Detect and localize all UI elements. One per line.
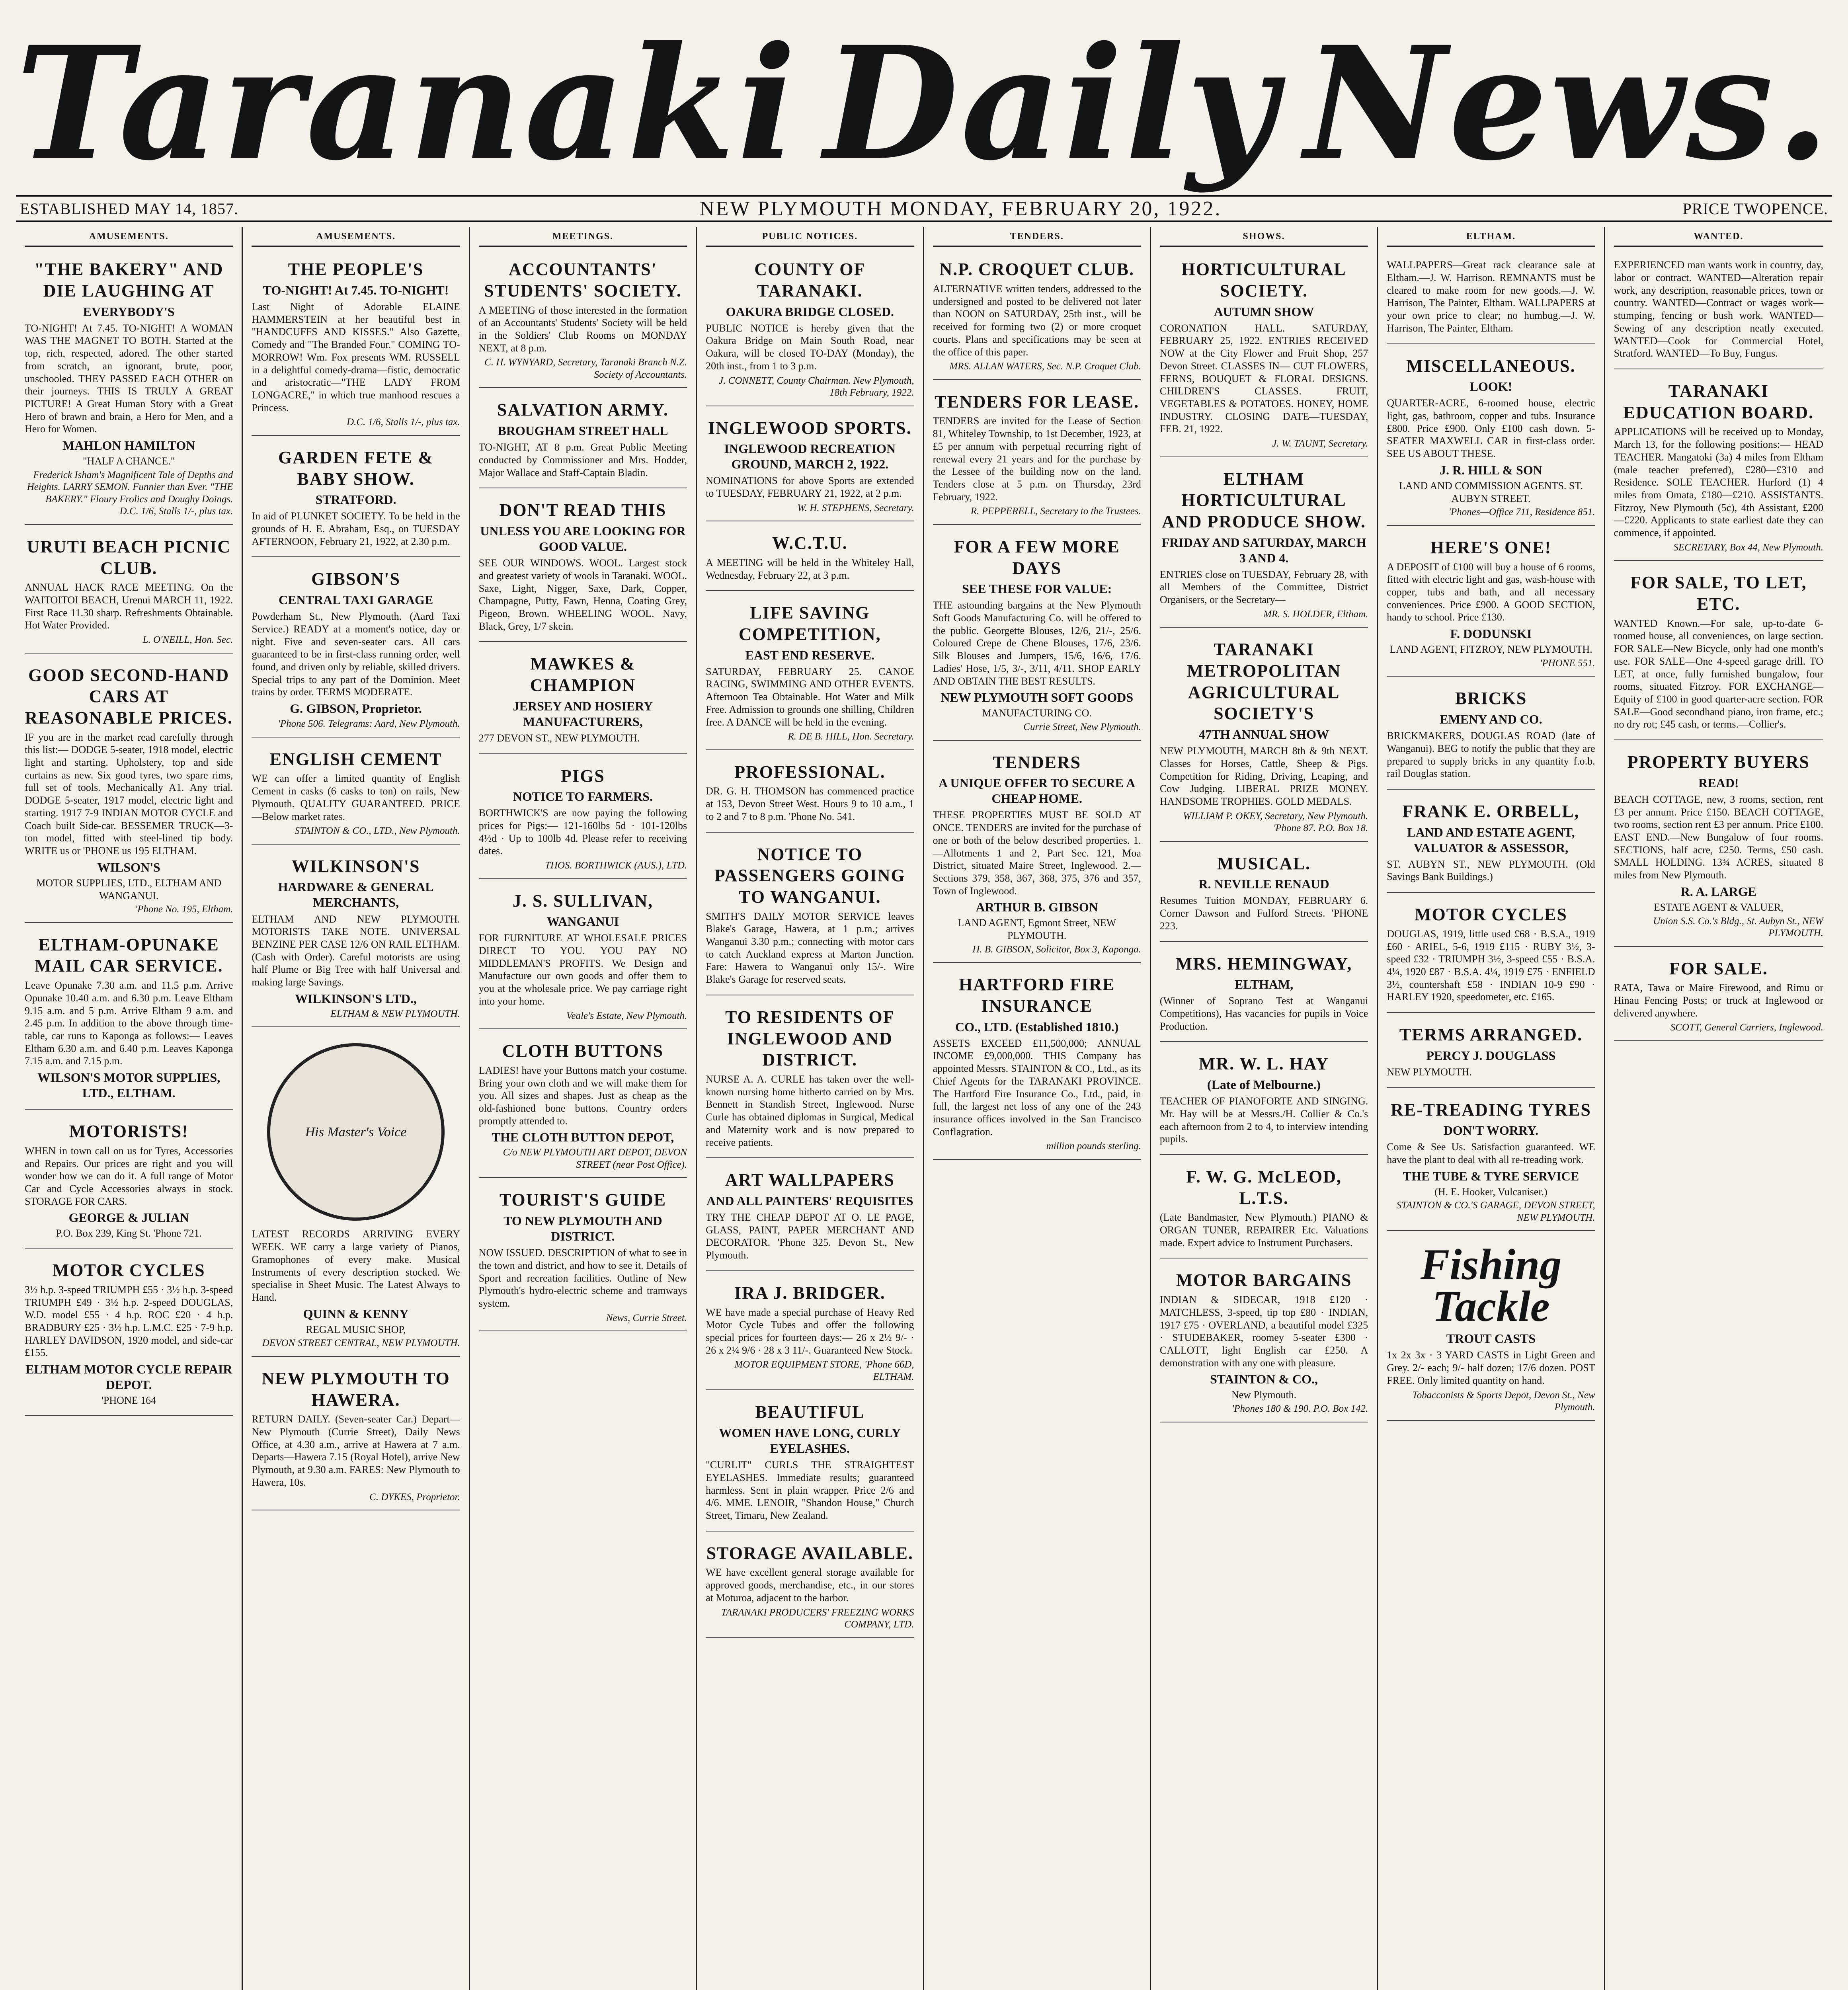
- ad-address: MANUFACTURING CO.: [982, 707, 1092, 719]
- ad-signature: D.C. 1/6, Stalls 1/-, plus tax.: [347, 417, 460, 428]
- columns-container: [16, 227, 1832, 1990]
- ad-subheadline: READ!: [1698, 775, 1739, 790]
- ad-address: P.O. Box 239, King St. 'Phone 721.: [56, 1227, 202, 1239]
- ad-subheadline: BROUGHAM STREET HALL: [498, 423, 668, 438]
- ad-headline: BEAUTIFUL: [755, 1402, 865, 1422]
- ad-address: MOTOR SUPPLIES, LTD., ELTHAM AND WANGANUI.: [36, 877, 222, 901]
- ad-body: WE have made a special purchase of Heavy Red Motor Cycle Tubes and offer the following special prices for fourteen days:— 26 x 2½ 9/- · 26 x 2¼ 9/6 · 28 x 3 11/-. Guaranteed New Stock.: [706, 1306, 914, 1356]
- advertisement: [252, 562, 460, 737]
- column-heading: MEETINGS.: [479, 231, 687, 247]
- ad-subheadline: ELTHAM,: [1234, 977, 1294, 992]
- ad-body: WANTED Known.—For sale, up-to-date 6-roomed house, all conveniences, on large section. FOR SALE—New Bicycle, only had one month's use. FOR SALE—One 4-speed garage drill. TO LET, at once, fully furnished bungalow, four rooms, situated Fitzroy. FOR EXCHANGE—Equity of £100 in good quarter-acre section. FOR SALE—Good secondhand piano, iron frame, etc.; no dry rot; £45 cash, or terms.—Collier's.: [1614, 617, 1823, 730]
- advertisement: [25, 658, 233, 923]
- ad-headline: ACCOUNTANTS' STUDENTS' SOCIETY.: [484, 259, 682, 300]
- ad-signature: SCOTT, General Carriers, Inglewood.: [1670, 1022, 1823, 1033]
- advertisement: [479, 493, 687, 642]
- ad-signature: Frederick Isham's Magnificent Tale of Depths and Heights. LARRY SEMON. Funnier than Ever. "THE BAKERY." Floury Frolics and Doughy Doings. D.C. 1/6, Stalls 1/-, plus tax.: [27, 469, 233, 517]
- ad-subheadline: CO., LTD. (Established 1810.): [955, 1019, 1119, 1034]
- ad-address: ESTATE AGENT & VALUER,: [1653, 901, 1784, 913]
- advertisement: [252, 1362, 460, 1510]
- ad-body: THESE PROPERTIES MUST BE SOLD AT ONCE. TENDERS are invited for the purchase of one or both of the below described properties. 1.—Allotments 1 and 2, Part Sec. 121, Moa District, situated Maire Street, Inglewood. 2.—Sections 379, 358, 367, 368, 375, 376 and 357, Town of Inglewood.: [933, 809, 1141, 897]
- ad-signature: WILLIAM P. OKEY, Secretary, New Plymouth. 'Phone 87. P.O. Box 18.: [1183, 810, 1368, 834]
- ad-body: EXPERIENCED man wants work in country, day, labor or contract. WANTED—Alteration repair work, any description, reasonable prices, town or country. WANTED—Contract or wages work—stumping, fencing or bush work. WANTED—Sewing of any description neatly executed. WANTED—Cook for Commercial Hotel, Stratford. WANTED—To Buy, Fungus.: [1614, 259, 1823, 359]
- ad-advertiser: WILSON'S: [97, 860, 160, 874]
- advertisement: [706, 1276, 914, 1391]
- column-5: [924, 227, 1151, 1990]
- ad-body: TEACHER OF PIANOFORTE AND SINGING. Mr. Hay will be at Messrs./H. Collier & Co.'s each afternoon from 2 to 4, to interview intending pupils.: [1159, 1095, 1368, 1145]
- advertisement: [1387, 1236, 1595, 1420]
- ad-headline: ART WALLPAPERS: [725, 1170, 895, 1190]
- ad-signature: 'Phone 506. Telegrams: Aard, New Plymouth.: [278, 718, 460, 730]
- advertisement: [479, 1034, 687, 1178]
- ad-headline: WILKINSON'S: [291, 856, 420, 876]
- ad-signature: L. O'NEILL, Hon. Sec.: [142, 634, 233, 646]
- ad-subheadline: HARDWARE & GENERAL MERCHANTS,: [278, 880, 434, 910]
- column-heading: PUBLIC NOTICES.: [706, 231, 914, 247]
- ad-signature: J. CONNETT, County Chairman. New Plymouth, 18th February, 1922.: [718, 375, 914, 398]
- ad-body: WALLPAPERS—Great rack clearance sale at Eltham.—J. W. Harrison. REMNANTS must be cleared to make room for new goods.—J. W. Harrison, The Painter, Eltham. WALLPAPERS at your own price to clear; no humbug.—J. W. Harrison, The Painter, Eltham.: [1387, 259, 1595, 334]
- advertisement: [706, 252, 914, 406]
- advertisement: [706, 755, 914, 833]
- advertisement: [933, 385, 1141, 525]
- column-heading: AMUSEMENTS.: [25, 231, 233, 247]
- ad-subheadline: TO NEW PLYMOUTH AND DISTRICT.: [503, 1214, 662, 1244]
- ad-subheadline: LAND AND ESTATE AGENT, VALUATOR & ASSESSOR,: [1407, 825, 1575, 855]
- ad-body: Leave Opunake 7.30 a.m. and 11.5 p.m. Arrive Opunake 10.40 a.m. and 6.30 p.m. Leave Eltham 9.15 a.m. and 5 p.m. Arrive Eltham 9 a.m. and 2.45 p.m. In addition to the above through time-table, car runs to Kaponga as follows:— Leaves Eltham 6.30 a.m. and 6.40 p.m. Leaves Kaponga 7.15 a.m. and 7.15 p.m.: [25, 979, 233, 1067]
- ad-headline: THE PEOPLE'S: [288, 259, 424, 279]
- ad-body: NURSE A. A. CURLE has taken over the well-known nursing home hitherto carried on by Mrs. Bennett in Standish Street, Inglewood. Nurse Curle has obtained diplomas in Surgical, Medical and Maternity work and is now prepared to receive patients.: [706, 1073, 914, 1148]
- ad-body: (Winner of Soprano Test at Wanganui Competitions), Has vacancies for pupils in Voice Production.: [1159, 995, 1368, 1032]
- ad-headline: TARANAKI METROPOLITAN AGRICULTURAL SOCIETY'S: [1186, 640, 1341, 724]
- ad-signature: STAINTON & CO.'S GARAGE, DEVON STREET, NEW PLYMOUTH.: [1396, 1200, 1595, 1223]
- ad-body: 3½ h.p. 3-speed TRIUMPH £55 · 3½ h.p. 3-speed TRIUMPH £49 · 3½ h.p. 2-speed DOUGLAS, W.D. model £55 · 4 h.p. ROC £20 · 4 h.p. BRADBURY £25 · 3½ h.p. L.M.C. £25 · 7-9 h.p. HARLEY DAVIDSON, 1920 model, and side-car £155.: [25, 1284, 233, 1359]
- ad-body: NEW PLYMOUTH, MARCH 8th & 9th NEXT. Classes for Horses, Cattle, Sheep & Pigs. Competition for Riding, Driving, Leaping, and Cow Judging. LIBERAL PRIZE MONEY. HANDSOME TROPHIES. GOLD MEDALS.: [1159, 745, 1368, 807]
- ad-advertiser: THE TUBE & TYRE SERVICE: [1403, 1169, 1579, 1183]
- ad-body: IF you are in the market read carefully through this list:— DODGE 5-seater, 1918 model, electric light and starting. Upholstery, top and side curtains as new. Six good tyres, two spare rims, full set of tools. Mechanically A1. Any trial. DODGE 5-seater, 1917 model, electric light and starting. 1917 7-9 INDIAN MOTOR CYCLE and Coach built Side-car. BESSEMER TRUCK—3-ton model, fitted with steel-lined tip body. WRITE us or 'PHONE us 195 ELTHAM.: [25, 731, 233, 857]
- ad-headline: DON'T READ THIS: [499, 500, 667, 520]
- ad-headline: TENDERS FOR LEASE.: [935, 392, 1140, 412]
- advertisement: [1614, 252, 1823, 369]
- ad-advertiser: WILSON'S MOTOR SUPPLIES, LTD., ELTHAM.: [37, 1070, 221, 1100]
- ad-headline: MOTOR CYCLES: [52, 1260, 205, 1280]
- ad-body: FOR FURNITURE AT WHOLESALE PRICES DIRECT TO YOU. YOU PAY NO MIDDLEMAN'S PROFITS. We Design and Manufacture our own goods and offer them to you at the wholesale price. We pay carriage right into your home.: [478, 932, 687, 1007]
- ad-headline: W.C.T.U.: [772, 533, 848, 553]
- ad-signature: SECRETARY, Box 44, New Plymouth.: [1673, 542, 1823, 553]
- ad-body: NOW ISSUED. DESCRIPTION of what to see in the town and district, and how to see it. Details of Sport and recreation facilities. Outline of New Plymouth's hydro-electric scheme and tramways system.: [478, 1247, 687, 1309]
- ad-signature: H. B. GIBSON, Solicitor, Box 3, Kaponga.: [972, 944, 1141, 955]
- advertisement: [479, 1183, 687, 1331]
- advertisement: [706, 526, 914, 591]
- ad-headline: TOURIST'S GUIDE: [499, 1190, 667, 1210]
- ad-headline: COUNTY OF TARANAKI.: [754, 259, 866, 300]
- ad-body: SEE OUR WINDOWS. WOOL. Largest stock and greatest variety of wools in Taranaki. WOOL. Saxe, Light, Nigger, Saxe, Dark, Copper, Champagne, Putty, Fawn, Henna, Coating Grey, Pigeon, Brown. WHEELING WOOL. Navy, Black, Grey, 1/7 skein.: [478, 557, 687, 632]
- ad-body: WE can offer a limited quantity of English Cement in casks (6 casks to ton) on rails, New Plymouth. QUALITY GUARANTEED. PRICE—Below market rates.: [252, 773, 460, 822]
- ad-headline: FOR SALE.: [1669, 958, 1768, 978]
- ad-body: BEACH COTTAGE, new, 3 rooms, section, rent £3 per annum. Price £150. BEACH COTTAGE, two rooms, section rent £3 per annum. Price £100. EAST END.—New Bungalow of four rooms. SECTIONS, half acre, £250. Terms, £50 cash. SMALL HOLDING. 13¾ ACRES, situated 8 miles from New Plymouth.: [1614, 793, 1823, 881]
- ad-body: A DEPOSIT of £100 will buy a house of 6 rooms, fitted with electric light and gas, wash-house with copper, tubs and bath, and all necessary conveniences. Price £900. A GOOD SECTION, handy to school. Price £130.: [1387, 561, 1595, 623]
- ad-subheadline: (Late of Melbourne.): [1207, 1077, 1321, 1092]
- ad-advertiser: ARTHUR B. GIBSON: [976, 900, 1098, 915]
- ad-headline: LIFE SAVING COMPETITION,: [738, 603, 881, 644]
- ad-advertiser: WILKINSON'S LTD.,: [295, 991, 417, 1006]
- ad-signature: MOTOR EQUIPMENT STORE, 'Phone 66D, ELTHAM.: [734, 1359, 914, 1382]
- ad-advertiser: MAHLON HAMILTON: [62, 438, 195, 453]
- advertisement: [706, 1163, 914, 1271]
- ad-body: RETURN DAILY. (Seven-seater Car.) Depart—New Plymouth (Currie Street), Daily News Office, at 4.30 a.m., arrive at Hawera at 7 a.m. Departs—Hawera 7.15 (Royal Hotel), arrive New Plymouth, at 9.30 a.m. FARES: New Plymouth to Hawera, 10s.: [252, 1413, 460, 1488]
- ad-headline: INGLEWOOD SPORTS.: [708, 418, 912, 438]
- ad-headline: ELTHAM HORTICULTURAL AND PRODUCE SHOW.: [1162, 469, 1366, 531]
- ad-body: Powderham St., New Plymouth. (Aard Taxi Service.) READY at a moment's notice, day or night. Five and seven-seater cars. All cars guaranteed to be in first-class running order, well found, and driven only by reliable, skilled drivers. Special trips to any part of the Dominion. Meet trains by order. TERMS MODERATE.: [252, 611, 460, 698]
- advertisement: [25, 252, 233, 525]
- ad-headline: BRICKS: [1455, 689, 1527, 708]
- ad-subheadline: AUTUMN SHOW: [1214, 304, 1314, 319]
- column-6: [1151, 227, 1378, 1990]
- ad-address: New Plymouth.: [1231, 1389, 1297, 1401]
- ad-signature: TARANAKI PRODUCERS' FREEZING WORKS COMPANY, LTD.: [721, 1607, 914, 1630]
- ad-subheadline: AND ALL PAINTERS' REQUISITES: [706, 1193, 913, 1208]
- advertisement: [25, 1253, 233, 1416]
- advertisement: [252, 849, 460, 1028]
- ad-signature: Currie Street, New Plymouth.: [1023, 722, 1141, 733]
- ad-signature: ELTHAM & NEW PLYMOUTH.: [330, 1008, 460, 1019]
- ad-headline: TO RESIDENTS OF INGLEWOOD AND DISTRICT.: [725, 1007, 895, 1070]
- advertisement: [1160, 252, 1368, 457]
- ad-body: (Late Bandmaster, New Plymouth.) PIANO & ORGAN TUNER, REPAIRER Etc. Valuations made. Expert advice to Instrument Purchasers.: [1159, 1212, 1368, 1249]
- ad-subheadline: LOOK!: [1469, 379, 1512, 394]
- ad-headline: His Master's Voice: [267, 1043, 445, 1221]
- ad-signature: C. DYKES, Proprietor.: [369, 1491, 460, 1502]
- ad-advertiser: J. R. HILL & SON: [1440, 462, 1542, 477]
- advertisement: [1387, 1093, 1595, 1231]
- ad-signature: Union S.S. Co.'s Bldg., St. Aubyn St., NEW PLYMOUTH.: [1653, 915, 1823, 939]
- advertisement: [1160, 1160, 1368, 1259]
- ad-subheadline: A UNIQUE OFFER TO SECURE A CHEAP HOME.: [939, 776, 1136, 806]
- ad-headline: CLOTH BUTTONS: [502, 1041, 664, 1061]
- advertisement: [25, 928, 233, 1110]
- ad-body: BRICKMAKERS, DOUGLAS ROAD (late of Wanganui). BEG to notify the public that they are prepared to supply bricks in any quantity f.o.b. rail Douglas station.: [1387, 730, 1595, 780]
- ad-body: RATA, Tawa or Maire Firewood, and Rimu or Hinau Fencing Posts; or truck at Inglewood or delivered anywhere.: [1614, 982, 1823, 1019]
- ad-body: BORTHWICK'S are now paying the following prices for Pigs:— 121-160lbs 5d · 101-120lbs 4½d · Up to 100lb 4d. Please refer to receiving dates.: [478, 807, 687, 857]
- advertisement: [1387, 531, 1595, 677]
- ad-signature: 'Phone No. 195, Eltham.: [135, 904, 233, 915]
- advertisement: [1387, 252, 1595, 344]
- ad-headline: GIBSON'S: [311, 569, 400, 589]
- ad-body: In aid of PLUNKET SOCIETY. To be held in the grounds of H. E. Abraham, Esq., on TUESDAY AFTERNOON, February 21, 1922, at 2.30 p.m.: [252, 510, 460, 547]
- ad-headline: HARTFORD FIRE INSURANCE: [959, 975, 1115, 1016]
- ad-headline: PROPERTY BUYERS: [1627, 752, 1810, 772]
- ad-body: 1x 2x 3x · 3 YARD CASTS in Light Green and Grey. 2/- each; 9/- half dozen; 17/6 dozen. POST FREE. Only limited quantity on hand.: [1387, 1349, 1595, 1386]
- ad-headline: FOR SALE, TO LET, ETC.: [1630, 573, 1807, 614]
- ad-address: LAND AGENT, Egmont Street, NEW PLYMOUTH.: [958, 917, 1116, 942]
- ad-signature: Veale's Estate, New Plymouth.: [566, 1010, 687, 1021]
- ad-body: Come & See Us. Satisfaction guaranteed. WE have the plant to deal with all re-treading work.: [1387, 1141, 1595, 1165]
- established-label: ESTABLISHED MAY 14, 1857.: [20, 199, 238, 218]
- ad-body: INDIAN & SIDECAR, 1918 £120 · MATCHLESS, 3-speed, tip top £80 · INDIAN, 1917 £75 · OVERLAND, a beautiful model £325 · STUDEBAKER, roomey 5-seater £300 · CALLOTT, light English car £250. A demonstration with any one with pleasure.: [1159, 1294, 1368, 1369]
- ad-headline: NOTICE TO PASSENGERS GOING TO WANGANUI.: [714, 844, 905, 907]
- ad-headline: MAWKES & CHAMPION: [530, 654, 636, 695]
- advertisement: [479, 884, 687, 1030]
- ad-headline: URUTI BEACH PICNIC CLUB.: [27, 537, 231, 578]
- ad-signature: 'Phones 180 & 190. P.O. Box 142.: [1231, 1403, 1368, 1414]
- ad-headline: MOTORISTS!: [69, 1122, 189, 1141]
- ad-headline: MUSICAL.: [1217, 853, 1311, 873]
- ad-subheadline: FRIDAY AND SATURDAY, MARCH 3 AND 4.: [1161, 535, 1366, 565]
- issue-date: NEW PLYMOUTH MONDAY, FEBRUARY 20, 1922.: [699, 197, 1222, 220]
- ad-body: THE astounding bargains at the New Plymouth Soft Goods Manufacturing Co. will be offered to the public. Georgette Blouses, 12/6, 21/-, 25/6. Coloured Crepe de Chene Blouses, 17/6, 23/6. Silk Blouses and Jumpers, 15/6, 16/6, 17/6. Ladies' Hose, 1/5, 3/-, 3/11, 4/11. SHOP EARLY AND OBTAIN THE BEST RESULTS.: [933, 599, 1141, 687]
- ad-body: DOUGLAS, 1919, little used £68 · B.S.A., 1919 £60 · ARIEL, 5-6, 1919 £115 · RUBY 3½, 3-speed £32 · TRIUMPH 3½, 3-speed £55 · B.S.A. 4¼, 1920 £87 · B.S.A. 4¼, 1919 £75 · ENFIELD 3½, countershaft £58 · INDIAN 10-9 £90 · HARLEY 1920, speedometer, etc. £165.: [1387, 928, 1595, 1003]
- advertisement: [706, 1395, 914, 1531]
- ad-body: NEW PLYMOUTH.: [1387, 1066, 1472, 1078]
- ad-signature: News, Currie Street.: [606, 1312, 687, 1323]
- column-4: [697, 227, 924, 1990]
- column-8: [1605, 227, 1832, 1990]
- masthead: [0, 0, 1848, 195]
- ad-signature: C. H. WYNYARD, Secretary, Taranaki Branch N.Z. Society of Accountants.: [484, 357, 687, 380]
- advertisement: [479, 393, 687, 488]
- nameplate-word-3: News.: [1304, 12, 1832, 195]
- ad-body: A MEETING of those interested in the formation of an Accountants' Students' Society will be held in the Soldiers' Club Rooms on MONDAY NEXT, at 8 p.m.: [478, 304, 687, 354]
- advertisement: [479, 759, 687, 879]
- ad-address: LAND AND COMMISSION AGENTS. ST. AUBYN STREET.: [1399, 480, 1583, 504]
- ad-headline: TARANAKI EDUCATION BOARD.: [1623, 381, 1814, 422]
- advertisement: [25, 1114, 233, 1249]
- ad-body: SATURDAY, FEBRUARY 25. CANOE RACING, SWIMMING AND OTHER EVENTS. Afternoon Tea Obtainable. Hot Water and Milk Free. Admission to grounds one shilling, Children free. A DANCE will be held in the evening.: [706, 665, 914, 728]
- advertisement: [933, 968, 1141, 1160]
- ad-body: 277 DEVON ST., NEW PLYMOUTH.: [478, 732, 640, 744]
- ad-signature: MR. S. HOLDER, Eltham.: [1263, 609, 1368, 620]
- ad-headline: FRANK E. ORBELL,: [1402, 801, 1580, 821]
- ad-subheadline: EMENY AND CO.: [1440, 712, 1542, 727]
- ad-headline: FOR A FEW MORE DAYS: [954, 537, 1120, 578]
- ad-body: CORONATION HALL. SATURDAY, FEBRUARY 25, 1922. ENTRIES RECEIVED NOW at the City Flower and Fruit Shop, 257 Devon Street. CLASSES IN— CUT FLOWERS, FERNS, BOUQUET & FLORAL DESIGNS. CHILDREN'S CLASSES. FRUIT, VEGETABLES & POTATOES. HONEY, HOME INDUSTRY. CLOSING DATE—TUESDAY, FEB. 21, 1922.: [1159, 322, 1368, 435]
- ad-body: PUBLIC NOTICE is hereby given that the Oakura Bridge on Main South Road, near Oakura, will be closed TO-DAY (Monday), the 20th inst., from 1 to 3 p.m.: [706, 322, 914, 372]
- ad-headline: HERE'S ONE!: [1430, 537, 1552, 557]
- ad-body: TRY THE CHEAP DEPOT AT O. LE PAGE, GLASS, PAINT, PAPER MERCHANT AND DECORATOR. 'Phone 325. Devon St., New Plymouth.: [706, 1211, 914, 1261]
- advertisement: [479, 252, 687, 388]
- ad-headline: MOTOR CYCLES: [1415, 905, 1567, 925]
- ad-subheadline: WANGANUI: [546, 914, 619, 929]
- ad-subheadline: SEE THESE FOR VALUE:: [962, 581, 1112, 596]
- ad-headline: MOTOR BARGAINS: [1176, 1270, 1352, 1290]
- ad-signature: million pounds sterling.: [1046, 1141, 1141, 1152]
- ad-body: Last Night of Adorable ELAINE HAMMERSTEIN at her beautiful best in "HANDCUFFS AND KISSES." Also Gazette, Comedy and "The Branded Four." COMING TO-MORROW! Wm. Fox presents WM. RUSSELL in a delightful comedy-drama—fistic, democratic and aristocratic—"THE LADY FROM LONGACRE," in which true manhood rescues a Princess.: [252, 300, 460, 414]
- ad-address: (H. E. Hooker, Vulcaniser.): [1434, 1186, 1547, 1198]
- price-label: PRICE TWOPENCE.: [1682, 199, 1828, 218]
- ad-subheadline: JERSEY AND HOSIERY MANUFACTURERS,: [513, 698, 653, 729]
- ad-headline: PROFESSIONAL.: [734, 762, 886, 782]
- ad-headline: ELTHAM-OPUNAKE MAIL CAR SERVICE.: [34, 935, 223, 976]
- ad-subheadline: UNLESS YOU ARE LOOKING FOR GOOD VALUE.: [480, 524, 686, 554]
- ad-headline: GARDEN FETE & BABY SHOW.: [278, 447, 434, 489]
- ad-signature: MRS. ALLAN WATERS, Sec. N.P. Croquet Club.: [949, 361, 1141, 372]
- ad-body: A MEETING will be held in the Whiteley Hall, Wednesday, February 22, at 3 p.m.: [706, 556, 914, 581]
- nameplate-word-2: Daily: [824, 12, 1279, 195]
- ad-signature: STAINTON & CO., LTD., New Plymouth.: [295, 825, 460, 837]
- advertisement: [1160, 462, 1368, 628]
- ad-signature: R. PEPPERELL, Secretary to the Trustees.: [970, 506, 1141, 517]
- advertisement: [252, 1032, 460, 1357]
- ad-body: SMITH'S DAILY MOTOR SERVICE leaves Blake's Garage, Hawera, at 1 p.m.; arrives Wanganui 3.30 p.m.; connecting with motor cars to catch Auckland express at Marton Junction. Fare: Hawera to Wanganui only 15/-. Wire Blake's Garage for reserved seats.: [706, 910, 914, 985]
- ad-body: QUARTER-ACRE, 6-roomed house, electric light, gas, bathroom, copper and tubs. Insurance £800. Price £900. Only £100 cash down. 5-SEATER MAXWELL CAR in first-class order. SEE US ABOUT THESE.: [1387, 397, 1595, 460]
- advertisement: [933, 745, 1141, 963]
- ad-address: REGAL MUSIC SHOP,: [306, 1323, 406, 1335]
- advertisement: [933, 252, 1141, 380]
- ad-advertiser: R. A. LARGE: [1680, 884, 1756, 899]
- ad-body: "CURLIT" CURLS THE STRAIGHTEST EYELASHES. Immediate results; guaranteed harmless. Sent in plain wrapper. Price 2/6 and 4/6. MME. LENOIR, "Shandon House," Church Street, Timaru, New Zealand.: [706, 1459, 914, 1521]
- ad-headline: MISCELLANEOUS.: [1406, 356, 1576, 376]
- column-1: [16, 227, 243, 1990]
- advertisement: [1614, 952, 1823, 1041]
- ad-headline: F. W. G. McLEOD, L.T.S.: [1186, 1167, 1342, 1208]
- advertisement: [1160, 1047, 1368, 1155]
- column-heading: ELTHAM.: [1387, 231, 1595, 247]
- advertisement: [1387, 897, 1595, 1013]
- ad-body: ASSETS EXCEED £11,500,000; ANNUAL INCOME £9,000,000. THIS Company has appointed Messrs. STAINTON & CO., Ltd., as its Chief Agents for the TARANAKI PROVINCE. The Hartford Fire Insurance Co., Ltd., paid, in full, the largest net loss of any one of the 243 insurance offices involved in the San Francisco Conflagration.: [933, 1037, 1141, 1137]
- ad-advertiser: STAINTON & CO.,: [1210, 1372, 1318, 1387]
- ad-body: ALTERNATIVE written tenders, addressed to the undersigned and posted to be delivered not later than NOON on SATURDAY, 25th inst., will be received for forming two (2) or more croquet courts. Plans and specifications may be seen at the office of this paper.: [933, 283, 1141, 358]
- advertisement: [706, 596, 914, 750]
- advertisement: [252, 742, 460, 845]
- ad-subheadline: OAKURA BRIDGE CLOSED.: [726, 304, 894, 319]
- ad-signature: J. W. TAUNT, Secretary.: [1272, 438, 1368, 449]
- ad-headline: ENGLISH CEMENT: [269, 749, 442, 769]
- ad-headline: STORAGE AVAILABLE.: [706, 1543, 913, 1563]
- ad-headline: J. S. SULLIVAN,: [512, 891, 654, 911]
- ad-subheadline: R. NEVILLE RENAUD: [1198, 877, 1329, 892]
- ad-signature: R. DE B. HILL, Hon. Secretary.: [788, 731, 914, 742]
- ad-headline: "THE BAKERY" AND DIE LAUGHING AT: [34, 259, 224, 300]
- nameplate: [16, 12, 1832, 195]
- ad-headline: SALVATION ARMY.: [497, 400, 669, 420]
- ad-signature: C/o NEW PLYMOUTH ART DEPOT, DEVON STREET (near Post Office).: [503, 1147, 687, 1170]
- advertisement: [933, 530, 1141, 741]
- dateline-bar: [16, 195, 1832, 222]
- ad-address: "HALF A CHANCE.": [82, 455, 175, 467]
- advertisement: [706, 837, 914, 995]
- ad-advertiser: F. DODUNSKI: [1450, 626, 1532, 641]
- ad-signature: 'Phones—Office 711, Residence 851.: [1448, 507, 1595, 518]
- ad-headline: NEW PLYMOUTH TO HAWERA.: [261, 1368, 450, 1410]
- advertisement: [706, 411, 914, 522]
- ad-body: LADIES! have your Buttons match your costume. Bring your own cloth and we will make them for you. All sizes and shapes. Just as cheap as the old-fashioned bone buttons. Country orders promptly attended to.: [478, 1064, 687, 1127]
- advertisement: [1614, 374, 1823, 561]
- ad-signature: DEVON STREET CENTRAL, NEW PLYMOUTH.: [262, 1338, 460, 1349]
- column-heading: TENDERS.: [933, 231, 1141, 247]
- column-heading: WANTED.: [1614, 231, 1823, 247]
- advertisement: [252, 441, 460, 558]
- nameplate-word-1: Taranaki: [16, 12, 799, 195]
- ad-advertiser: G. GIBSON, Proprietor.: [290, 701, 422, 716]
- ad-body: NOMINATIONS for above Sports are extended to TUESDAY, FEBRUARY 21, 1922, at 2 p.m.: [706, 475, 914, 499]
- ad-signature: 'PHONE 551.: [1540, 657, 1595, 669]
- ad-body: ENTRIES close on TUESDAY, February 28, with all Members of the Committee, District Organisers, or the Secretary—: [1159, 568, 1368, 606]
- advertisement: [1160, 1263, 1368, 1422]
- ad-body: WE have excellent general storage available for approved goods, merchandise, etc., in our stores at Moturoa, adjacent to the harbor.: [706, 1567, 914, 1604]
- ad-body: ELTHAM AND NEW PLYMOUTH. MOTORISTS TAKE NOTE. UNIVERSAL BENZINE PER CASE 12/6 ON RAIL ELTHAM. (Cash with Order). Careful motorists are using half Plume or Big Tree with half Universal and making large Savings.: [252, 913, 460, 988]
- ad-body: TO-NIGHT! At 7.45. TO-NIGHT! A WOMAN WAS THE MAGNET TO BOTH. Started at the top, rich, respected, adored. The other started from scratch, an ignorant, brute, poor, unschooled. THEY PASSED EACH OTHER on their journeys. THIS IS TRULY A GREAT PICTURE! A Great Human Story with a Great Hero of brawn and brain, a Hero for Men, and a Hero for Women.: [25, 322, 233, 435]
- advertisement: [1160, 632, 1368, 841]
- advertisement: [706, 1000, 914, 1158]
- ad-headline: TENDERS: [993, 752, 1081, 772]
- ad-subheadline: NOTICE TO FARMERS.: [513, 789, 653, 804]
- advertisement: [1387, 1018, 1595, 1088]
- advertisement: [706, 1536, 914, 1638]
- advertisement: [252, 252, 460, 436]
- advertisement: [479, 647, 687, 754]
- ad-signature: THOS. BORTHWICK (AUS.), LTD.: [544, 860, 687, 871]
- advertisement: [1387, 794, 1595, 893]
- column-2: [243, 227, 470, 1990]
- ad-headline: PIGS: [561, 766, 605, 786]
- advertisement: [1387, 349, 1595, 526]
- advertisement: [1614, 745, 1823, 946]
- column-heading: AMUSEMENTS.: [252, 231, 460, 247]
- ad-body: Resumes Tuition MONDAY, FEBRUARY 6. Corner Dawson and Fulford Streets. 'PHONE 223.: [1159, 895, 1368, 932]
- ad-subheadline: EAST END RESERVE.: [745, 648, 875, 662]
- ad-subheadline: EVERYBODY'S: [83, 304, 175, 319]
- ad-headline: MRS. HEMINGWAY,: [1175, 954, 1352, 974]
- ad-body: ANNUAL HACK RACE MEETING. On the WAITOITOI BEACH, Urenui MARCH 11, 1922. First Race 11.30 sharp. Refreshments Obtainable. Hot Water Provided.: [25, 581, 233, 631]
- advertisement: [25, 530, 233, 654]
- ad-body: LATEST RECORDS ARRIVING EVERY WEEK. WE carry a large variety of Pianos, Gramophones of every make. Musical Instruments of every description stocked. We specialise in Sheet Music. The Latest Always to Hand.: [252, 1228, 460, 1303]
- ad-headline: GOOD SECOND-HAND CARS AT REASONABLE PRICES.: [25, 665, 233, 728]
- ad-advertiser: NEW PLYMOUTH SOFT GOODS: [941, 690, 1134, 705]
- ad-signature: W. H. STEPHENS, Secretary.: [797, 502, 914, 513]
- ad-signature: Tobacconists & Sports Depot, Devon St., New Plymouth.: [1412, 1389, 1595, 1413]
- ad-body: DR. G. H. THOMSON has commenced practice at 153, Devon Street West. Hours 9 to 10 a.m., 1 to 2 and 7 to 8 p.m. 'Phone No. 541.: [706, 785, 914, 822]
- advertisement: [1160, 847, 1368, 942]
- ad-subheadline: TO-NIGHT! At 7.45. TO-NIGHT!: [263, 283, 449, 297]
- ad-body: ST. AUBYN ST., NEW PLYMOUTH. (Old Savings Bank Buildings.): [1387, 858, 1595, 883]
- ad-address: 'PHONE 164: [101, 1395, 156, 1407]
- ad-subheadline: STRATFORD.: [315, 492, 396, 507]
- ad-subheadline: PERCY J. DOUGLASS: [1426, 1048, 1556, 1063]
- ad-headline: MR. W. L. HAY: [1198, 1054, 1329, 1074]
- ad-subheadline: DON'T WORRY.: [1443, 1123, 1539, 1138]
- advertisement: [1160, 947, 1368, 1042]
- ad-subheadline: 47TH ANNUAL SHOW: [1198, 727, 1329, 742]
- ad-headline: TERMS ARRANGED.: [1399, 1025, 1583, 1045]
- ad-address: LAND AGENT, FITZROY, NEW PLYMOUTH.: [1389, 644, 1592, 656]
- ad-advertiser: QUINN & KENNY: [303, 1306, 409, 1321]
- ad-body: WHEN in town call on us for Tyres, Accessories and Repairs. Our prices are right and you will wonder how we can do it. A full range of Motor Car and Cycle Accessories always in stock. STORAGE FOR CARS.: [25, 1145, 233, 1207]
- ad-body: TENDERS are invited for the Lease of Section 81, Whiteley Township, to 1st December, 1923, at £5 per annum with perpetual recurring right of renewal every 21 years and for the purchase by the Lessee of the building now on the land. Tenders close at 5 p.m. on Thursday, 23rd February, 1922.: [933, 415, 1141, 503]
- ad-body: TO-NIGHT, AT 8 p.m. Great Public Meeting conducted by Commissioner and Mrs. Hodder, Major Wallace and Staff-Captain Bladin.: [478, 441, 687, 478]
- ad-advertiser: GEORGE & JULIAN: [68, 1210, 189, 1225]
- ad-headline: IRA J. BRIDGER.: [734, 1283, 886, 1303]
- ad-body: APPLICATIONS will be received up to Monday, March 13, for the following positions:— HEAD TEACHER. Mangatoki (3a) 4 miles from Eltham (male teacher preferred), £280—£310 and Residence. SOLE TEACHER. Hurford (1) 4 miles from Omata, £180—£210. ASSISTANTS. Fitzroy, New Plymouth (5c), 4th Assistant, £200—£220. Applicants to state earliest date they can commence, if appointed.: [1614, 426, 1823, 539]
- column-7: [1378, 227, 1605, 1990]
- ad-subheadline: TROUT CASTS: [1446, 1331, 1536, 1346]
- column-heading: SHOWS.: [1160, 231, 1368, 247]
- ad-subheadline: CENTRAL TAXI GARAGE: [278, 593, 433, 607]
- ad-subheadline: INGLEWOOD RECREATION GROUND, MARCH 2, 1922.: [724, 441, 896, 472]
- column-3: [470, 227, 697, 1990]
- ad-subheadline: WOMEN HAVE LONG, CURLY EYELASHES.: [719, 1426, 901, 1456]
- advertisement: [1387, 681, 1595, 790]
- ad-advertiser: ELTHAM MOTOR CYCLE REPAIR DEPOT.: [25, 1362, 232, 1392]
- ad-headline: HORTICULTURAL SOCIETY.: [1181, 259, 1346, 300]
- ad-advertiser: THE CLOTH BUTTON DEPOT,: [492, 1130, 674, 1145]
- ad-headline: N.P. CROQUET CLUB.: [939, 259, 1134, 279]
- ad-headline: Fishing Tackle: [1420, 1240, 1562, 1331]
- ad-headline: RE-TREADING TYRES: [1391, 1100, 1591, 1120]
- advertisement: [1614, 566, 1823, 740]
